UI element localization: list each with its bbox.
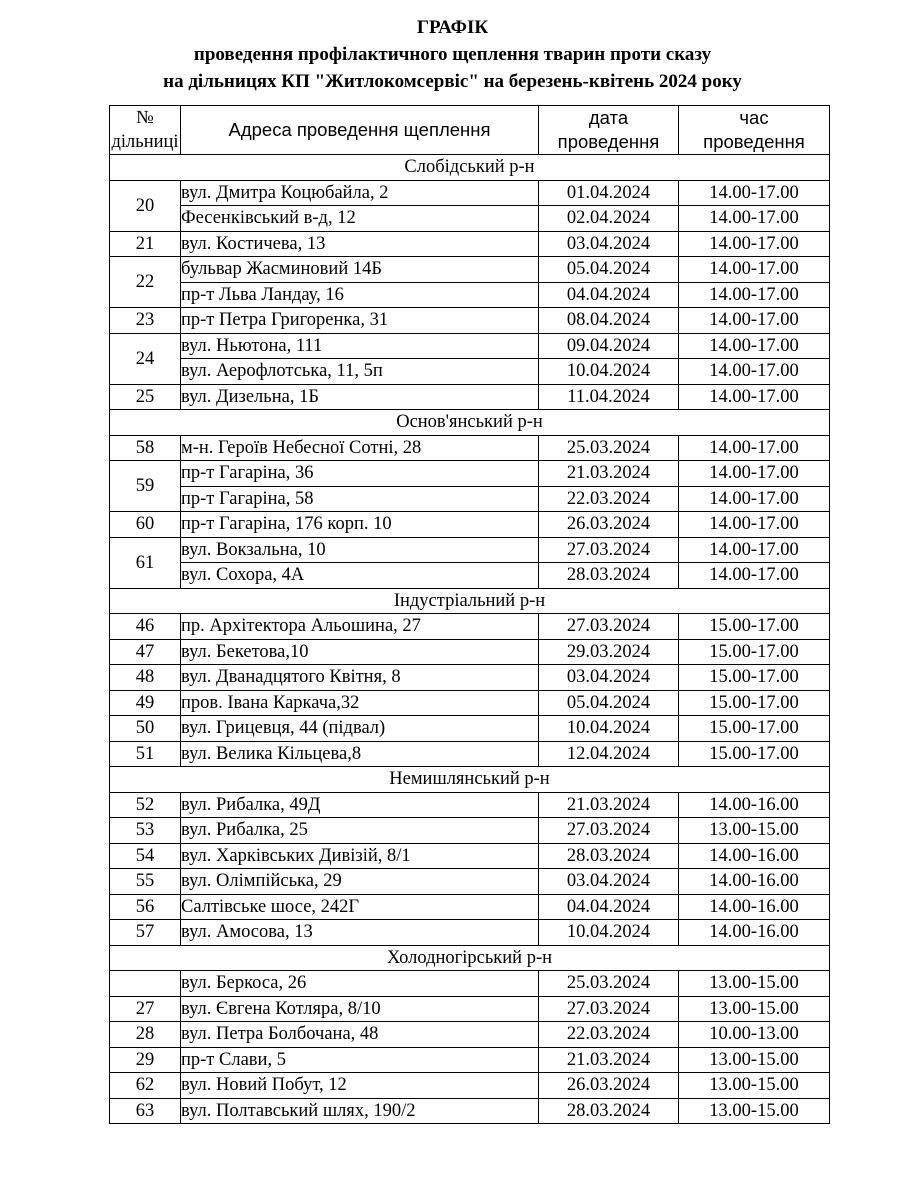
table-row xyxy=(110,206,830,232)
table-row xyxy=(110,614,830,640)
site-address: вул. Олімпійська, 29 xyxy=(181,869,539,895)
table-row xyxy=(110,792,830,818)
vaccination-time: 14.00-17.00 xyxy=(679,563,830,589)
site-address: пр-т Гагаріна, 58 xyxy=(181,486,539,512)
header-num-line-2: дільниці xyxy=(111,132,179,152)
table-row xyxy=(110,741,830,767)
site-address: вул. Дизельна, 1Б xyxy=(181,384,539,410)
table-row xyxy=(110,665,830,691)
vaccination-time: 13.00-15.00 xyxy=(679,1098,830,1124)
table-row xyxy=(110,1073,830,1099)
document-title xyxy=(0,14,905,95)
site-address: бульвар Жасминовий 14Б xyxy=(181,257,539,283)
site-number: 20 xyxy=(110,180,181,231)
site-number: 27 xyxy=(110,996,181,1022)
vaccination-time: 14.00-16.00 xyxy=(679,920,830,946)
site-address: вул. Рибалка, 25 xyxy=(181,818,539,844)
vaccination-date: 04.04.2024 xyxy=(539,894,679,920)
table-header-row xyxy=(110,106,830,155)
vaccination-date: 05.04.2024 xyxy=(539,257,679,283)
vaccination-date: 22.03.2024 xyxy=(539,1022,679,1048)
vaccination-date: 22.03.2024 xyxy=(539,486,679,512)
site-address: вул. Харківських Дивізій, 8/1 xyxy=(181,843,539,869)
site-number: 24 xyxy=(110,333,181,384)
title-line-1: ГРАФІК xyxy=(416,17,489,38)
site-number: 59 xyxy=(110,461,181,512)
vaccination-time: 14.00-17.00 xyxy=(679,257,830,283)
vaccination-time: 13.00-15.00 xyxy=(679,818,830,844)
vaccination-date: 10.04.2024 xyxy=(539,359,679,385)
table-row xyxy=(110,537,830,563)
district-row xyxy=(110,410,830,436)
vaccination-date: 27.03.2024 xyxy=(539,996,679,1022)
site-number: 62 xyxy=(110,1073,181,1099)
site-number: 55 xyxy=(110,869,181,895)
vaccination-date: 21.03.2024 xyxy=(539,1047,679,1073)
site-address: Салтівське шосе, 242Г xyxy=(181,894,539,920)
table-row xyxy=(110,716,830,742)
vaccination-date: 25.03.2024 xyxy=(539,971,679,997)
vaccination-time: 14.00-17.00 xyxy=(679,537,830,563)
site-number: 21 xyxy=(110,231,181,257)
vaccination-time: 14.00-17.00 xyxy=(679,359,830,385)
site-address: вул. Полтавський шлях, 190/2 xyxy=(181,1098,539,1124)
vaccination-date: 04.04.2024 xyxy=(539,282,679,308)
vaccination-date: 26.03.2024 xyxy=(539,512,679,538)
site-number: 57 xyxy=(110,920,181,946)
title-line-3: на дільницях КП "Житлокомсервіс" на березень-квітень 2024 року xyxy=(163,71,742,92)
header-date-line-2: проведення xyxy=(557,131,660,152)
vaccination-time: 15.00-17.00 xyxy=(679,665,830,691)
site-number: 60 xyxy=(110,512,181,538)
site-number: 49 xyxy=(110,690,181,716)
table-row xyxy=(110,486,830,512)
vaccination-time: 14.00-17.00 xyxy=(679,231,830,257)
vaccination-date: 25.03.2024 xyxy=(539,435,679,461)
site-number: 51 xyxy=(110,741,181,767)
vaccination-date: 28.03.2024 xyxy=(539,1098,679,1124)
vaccination-time: 14.00-17.00 xyxy=(679,435,830,461)
district-name: Основ'янський р-н xyxy=(110,410,830,436)
site-address: пр-т Слави, 5 xyxy=(181,1047,539,1073)
vaccination-date: 03.04.2024 xyxy=(539,665,679,691)
site-address: вул. Сохора, 4А xyxy=(181,563,539,589)
district-row xyxy=(110,155,830,181)
table-row xyxy=(110,1047,830,1073)
site-number: 56 xyxy=(110,894,181,920)
vaccination-time: 14.00-17.00 xyxy=(679,282,830,308)
table-body xyxy=(110,155,830,1124)
site-address: вул. Дванадцятого Квітня, 8 xyxy=(181,665,539,691)
table-row xyxy=(110,257,830,283)
site-number: 29 xyxy=(110,1047,181,1073)
header-time-line-1: час xyxy=(739,107,769,128)
vaccination-date: 27.03.2024 xyxy=(539,537,679,563)
district-name: Індустріальний р-н xyxy=(110,588,830,614)
vaccination-date: 29.03.2024 xyxy=(539,639,679,665)
site-address: пр-т Гагаріна, 36 xyxy=(181,461,539,487)
vaccination-date: 02.04.2024 xyxy=(539,206,679,232)
vaccination-time: 14.00-16.00 xyxy=(679,894,830,920)
table-row xyxy=(110,894,830,920)
vaccination-date: 05.04.2024 xyxy=(539,690,679,716)
vaccination-date: 26.03.2024 xyxy=(539,1073,679,1099)
site-address: Фесенківський в-д, 12 xyxy=(181,206,539,232)
vaccination-date: 08.04.2024 xyxy=(539,308,679,334)
table-row xyxy=(110,180,830,206)
table-row xyxy=(110,563,830,589)
table-row xyxy=(110,512,830,538)
district-name: Слобідський р-н xyxy=(110,155,830,181)
vaccination-time: 14.00-17.00 xyxy=(679,308,830,334)
site-address: вул. Петра Болбочана, 48 xyxy=(181,1022,539,1048)
site-address: вул. Аерофлотська, 11, 5п xyxy=(181,359,539,385)
vaccination-time: 14.00-17.00 xyxy=(679,512,830,538)
vaccination-date: 11.04.2024 xyxy=(539,384,679,410)
site-address: вул. Дмитра Коцюбайла, 2 xyxy=(181,180,539,206)
site-address: вул. Вокзальна, 10 xyxy=(181,537,539,563)
vaccination-date: 28.03.2024 xyxy=(539,563,679,589)
site-address: пров. Івана Каркача,32 xyxy=(181,690,539,716)
header-num-line-1: № xyxy=(136,108,154,128)
table-row xyxy=(110,996,830,1022)
vaccination-time: 15.00-17.00 xyxy=(679,741,830,767)
vaccination-schedule-table xyxy=(109,105,830,1124)
vaccination-date: 21.03.2024 xyxy=(539,792,679,818)
site-number: 63 xyxy=(110,1098,181,1124)
district-row xyxy=(110,767,830,793)
vaccination-time: 10.00-13.00 xyxy=(679,1022,830,1048)
table-row xyxy=(110,843,830,869)
vaccination-date: 27.03.2024 xyxy=(539,614,679,640)
vaccination-time: 15.00-17.00 xyxy=(679,639,830,665)
vaccination-time: 15.00-17.00 xyxy=(679,690,830,716)
site-number: 28 xyxy=(110,1022,181,1048)
site-address: вул. Костичева, 13 xyxy=(181,231,539,257)
vaccination-time: 14.00-17.00 xyxy=(679,384,830,410)
vaccination-time: 14.00-16.00 xyxy=(679,792,830,818)
site-address: вул. Грицевця, 44 (підвал) xyxy=(181,716,539,742)
site-number: 47 xyxy=(110,639,181,665)
table-row xyxy=(110,818,830,844)
vaccination-time: 14.00-17.00 xyxy=(679,486,830,512)
header-site-number xyxy=(110,106,181,155)
vaccination-date: 27.03.2024 xyxy=(539,818,679,844)
district-row xyxy=(110,945,830,971)
header-time-line-2: проведення xyxy=(703,131,805,152)
table-row xyxy=(110,384,830,410)
site-number: 50 xyxy=(110,716,181,742)
vaccination-date: 28.03.2024 xyxy=(539,843,679,869)
vaccination-date: 03.04.2024 xyxy=(539,231,679,257)
site-address: пр. Архітектора Альошина, 27 xyxy=(181,614,539,640)
site-number xyxy=(110,971,181,997)
site-number: 53 xyxy=(110,818,181,844)
site-address: вул. Велика Кільцева,8 xyxy=(181,741,539,767)
site-address: вул. Беркоса, 26 xyxy=(181,971,539,997)
header-date-line-1: дата xyxy=(588,107,629,128)
table-row xyxy=(110,231,830,257)
header-address: Адреса проведення щеплення xyxy=(181,106,539,155)
district-row xyxy=(110,588,830,614)
site-address: вул. Рибалка, 49Д xyxy=(181,792,539,818)
vaccination-date: 10.04.2024 xyxy=(539,920,679,946)
table-row xyxy=(110,333,830,359)
site-address: пр-т Гагаріна, 176 корп. 10 xyxy=(181,512,539,538)
site-number: 61 xyxy=(110,537,181,588)
table-row xyxy=(110,1098,830,1124)
table-row xyxy=(110,359,830,385)
vaccination-time: 15.00-17.00 xyxy=(679,614,830,640)
site-address: вул. Євгена Котляра, 8/10 xyxy=(181,996,539,1022)
vaccination-date: 03.04.2024 xyxy=(539,869,679,895)
site-number: 23 xyxy=(110,308,181,334)
site-number: 54 xyxy=(110,843,181,869)
district-name: Немишлянський р-н xyxy=(110,767,830,793)
vaccination-time: 15.00-17.00 xyxy=(679,716,830,742)
table-row xyxy=(110,920,830,946)
table-row xyxy=(110,461,830,487)
table-row xyxy=(110,639,830,665)
vaccination-time: 14.00-17.00 xyxy=(679,461,830,487)
vaccination-time: 14.00-17.00 xyxy=(679,206,830,232)
site-address: пр-т Льва Ландау, 16 xyxy=(181,282,539,308)
district-name: Холодногірський р-н xyxy=(110,945,830,971)
vaccination-time: 13.00-15.00 xyxy=(679,1073,830,1099)
vaccination-time: 13.00-15.00 xyxy=(679,996,830,1022)
header-time xyxy=(679,106,830,155)
table-row xyxy=(110,869,830,895)
vaccination-time: 14.00-16.00 xyxy=(679,869,830,895)
vaccination-date: 12.04.2024 xyxy=(539,741,679,767)
title-line-2: проведення профілактичного щеплення тварин проти сказу xyxy=(193,44,712,65)
site-number: 22 xyxy=(110,257,181,308)
vaccination-time: 14.00-17.00 xyxy=(679,333,830,359)
site-address: м-н. Героїв Небесної Сотні, 28 xyxy=(181,435,539,461)
site-number: 52 xyxy=(110,792,181,818)
vaccination-time: 13.00-15.00 xyxy=(679,1047,830,1073)
vaccination-date: 10.04.2024 xyxy=(539,716,679,742)
table-row xyxy=(110,690,830,716)
site-address: пр-т Петра Григоренка, 31 xyxy=(181,308,539,334)
vaccination-date: 21.03.2024 xyxy=(539,461,679,487)
site-number: 25 xyxy=(110,384,181,410)
table-row xyxy=(110,435,830,461)
vaccination-time: 14.00-16.00 xyxy=(679,843,830,869)
site-address: вул. Бекетова,10 xyxy=(181,639,539,665)
site-address: вул. Ньютона, 111 xyxy=(181,333,539,359)
site-address: вул. Амосова, 13 xyxy=(181,920,539,946)
table-row xyxy=(110,282,830,308)
table-row xyxy=(110,308,830,334)
table-row xyxy=(110,1022,830,1048)
site-number: 46 xyxy=(110,614,181,640)
site-number: 58 xyxy=(110,435,181,461)
table-row xyxy=(110,971,830,997)
header-date xyxy=(539,106,679,155)
vaccination-time: 14.00-17.00 xyxy=(679,180,830,206)
site-address: вул. Новий Побут, 12 xyxy=(181,1073,539,1099)
vaccination-date: 09.04.2024 xyxy=(539,333,679,359)
site-number: 48 xyxy=(110,665,181,691)
vaccination-time: 13.00-15.00 xyxy=(679,971,830,997)
vaccination-date: 01.04.2024 xyxy=(539,180,679,206)
